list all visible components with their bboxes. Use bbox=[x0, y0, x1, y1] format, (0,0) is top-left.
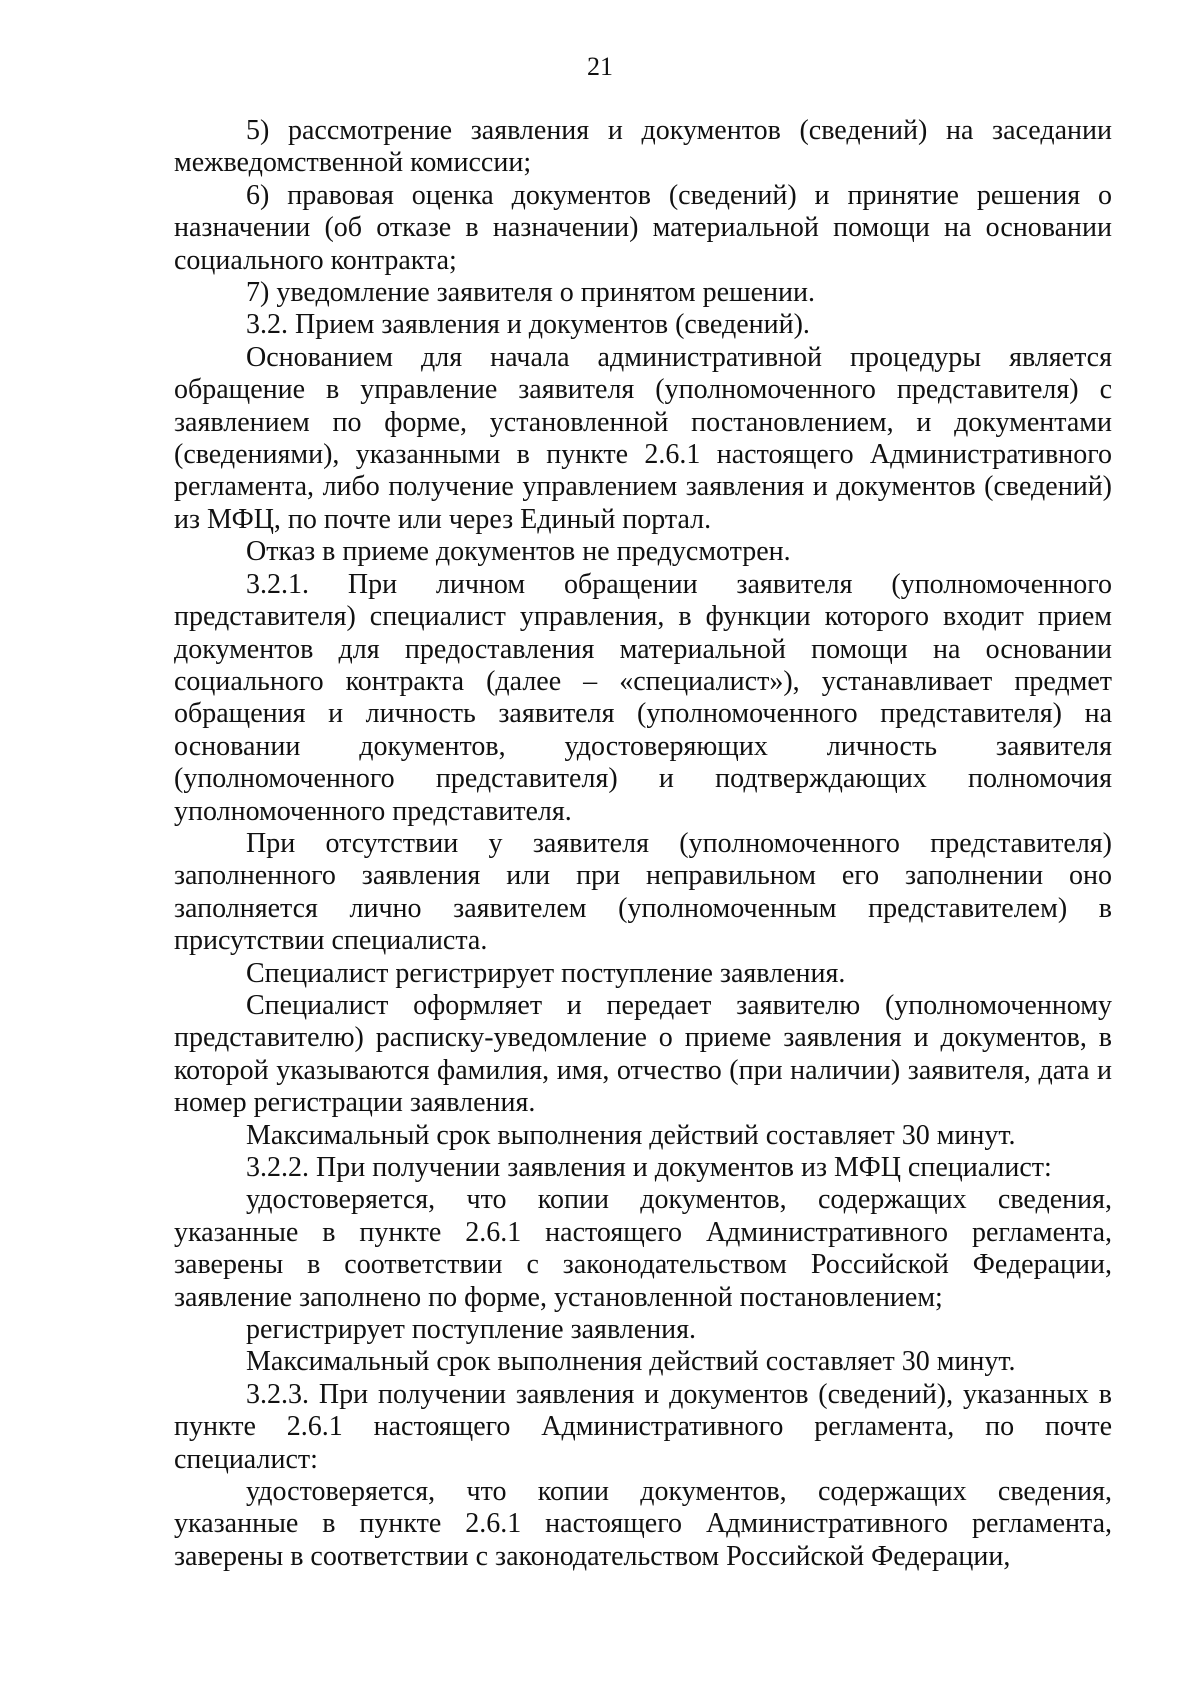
document-body bbox=[174, 115, 1112, 1573]
paragraph-no-refusal: Отказ в приеме документов не предусмотрен. bbox=[246, 536, 791, 568]
paragraph-verifies-2: удостоверяется, что копии документов, содержащих сведения, указанные в пункте 2.6.1 настоящего Административного регламента, заверены в соответствии с законодательством Российской Федерации, bbox=[174, 1476, 1112, 1572]
page-number: 21 bbox=[587, 52, 613, 81]
paragraph-verifies-1: удостоверяется, что копии документов, содержащих сведения, указанные в пункте 2.6.1 настоящего Административного регламента, заверены в соответствии с законодательством Российской Федерации, заявление заполнено по форме, установленной постановлением; bbox=[174, 1184, 1112, 1313]
paragraph-item-6: 6) правовая оценка документов (сведений) и принятие решения о назначении (об отказе в назначении) материальной помощи на основании социального контракта; bbox=[174, 179, 1112, 276]
paragraph-max-time-1: Максимальный срок выполнения действий составляет 30 минут. bbox=[246, 1119, 1016, 1151]
paragraph-3-2-3: 3.2.3. При получении заявления и документов (сведений), указанных в пункте 2.6.1 настоящего Административного регламента, по почте специалист: bbox=[174, 1378, 1112, 1475]
paragraph-max-time-2: Максимальный срок выполнения действий составляет 30 минут. bbox=[246, 1346, 1016, 1378]
section-heading-3-2: 3.2. Прием заявления и документов (сведений). bbox=[246, 309, 810, 341]
paragraph-3-2-1: 3.2.1. При личном обращении заявителя (уполномоченного представителя) специалист управления, в функции которого входит прием документов для предоставления материальной помощи на основании социального контракта (далее – «специалист»), устанавливает предмет обращения и личность заявителя (уполномоченного представителя) на основании документов, удостоверяющих личность заявителя (уполномоченного представителя) и подтверждающих полномочия уполномоченного представителя. bbox=[174, 568, 1112, 827]
paragraph-registers-2: регистрирует поступление заявления. bbox=[246, 1314, 697, 1346]
paragraph-item-5: 5) рассмотрение заявления и документов (сведений) на заседании межведомственной комиссии; bbox=[174, 115, 1112, 179]
paragraph-item-7: 7) уведомление заявителя о принятом решении. bbox=[246, 277, 816, 309]
paragraph-3-2-2: 3.2.2. При получении заявления и документов из МФЦ специалист: bbox=[246, 1152, 1052, 1183]
paragraph-registers-1: Специалист регистрирует поступление заявления. bbox=[246, 957, 846, 989]
paragraph-absence-of-application: При отсутствии у заявителя (уполномоченного представителя) заполненного заявления или при неправильном его заполнении оно заполняется лично заявителем (уполномоченным представителем) в присутствии специалиста. bbox=[174, 827, 1112, 957]
paragraph-receipt-notice: Специалист оформляет и передает заявителю (уполномоченному представителю) расписку-уведомление о приеме заявления и документов, в которой указываются фамилия, имя, отчество (при наличии) заявителя, дата и номер регистрации заявления. bbox=[174, 989, 1112, 1119]
paragraph-grounds: Основанием для начала административной процедуры является обращение в управление заявителя (уполномоченного представителя) с заявлением по форме, установленной постановлением, и документами (сведениями), указанными в пункте 2.6.1 настоящего Административного регламента, либо получение управлением заявления и документов (сведений) из МФЦ, по почте или через Единый портал. bbox=[174, 341, 1112, 535]
